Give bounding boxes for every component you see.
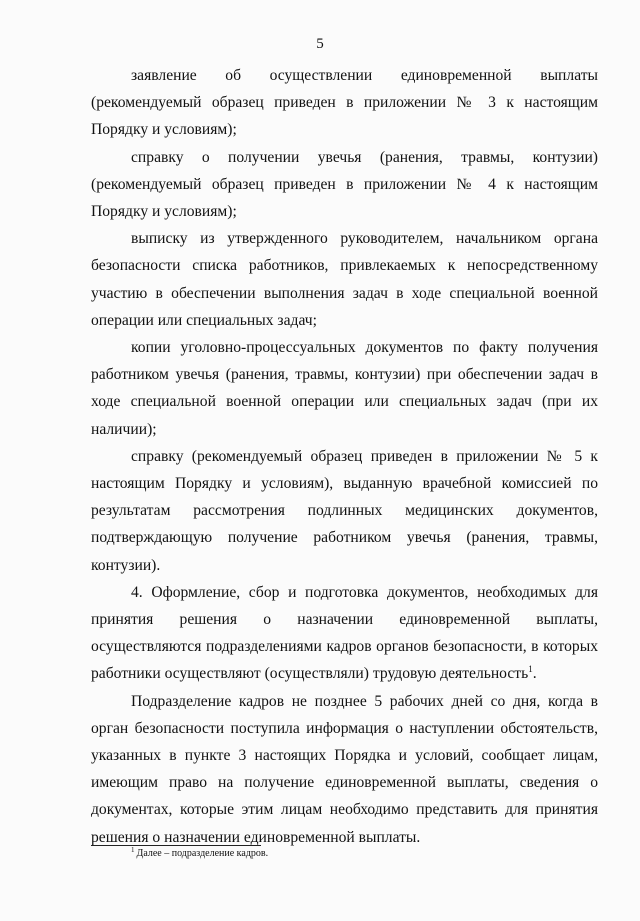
section-4-text: 4. Оформление, сбор и подготовка документов, необходимых для принятия решения о назначении единовременной выплаты, осуществляются подразделениями кадров органов безопасности, в которых работники осуществляют (осуществляли) трудовую деятельность: [91, 583, 598, 683]
footnote-text: Далее – подразделение кадров.: [136, 848, 269, 859]
list-item-injury-certificate: справку о получении увечья (ранения, травмы, контузии) (рекомендуемый образец приведен в приложении № 4 к настоящим Порядку и условиям);: [91, 148, 598, 221]
list-item-criminal-procedure-copies: копии уголовно-процессуальных документов по факту получения работником увечья (ранения, травмы, контузии) при обеспечении задач в ходе специальной военной операции или специальных задач (при их наличии);: [91, 339, 598, 438]
footnote-reference: 1: [528, 664, 533, 675]
list-item-staff-list-extract: выписку из утвержденного руководителем, начальником органа безопасности списка работников, привлекаемых к непосредственному участию в обеспечении выполнения задач в ходе специальной военной операции или специальных задач;: [91, 230, 598, 329]
footnote-mark: 1: [131, 845, 135, 854]
document-body: [91, 62, 598, 851]
personnel-division-paragraph: Подразделение кадров не позднее 5 рабочих дней со дня, когда в орган безопасности поступила информация о наступлении обстоятельств, указанных в пункте 3 настоящих Порядка и условий, сообщает лицам, имеющим право на получение единовременной выплаты, сведения о документах, которые этим лицам необходимо представить для принятия решения о назначении единовременной выплаты.: [91, 692, 598, 846]
page-number: 5: [316, 36, 324, 52]
section-4-paragraph: [91, 579, 598, 688]
footnote: [131, 847, 591, 861]
list-item-medical-commission-certificate: справку (рекомендуемый образец приведен в приложении № 5 к настоящим Порядку и условиям), выданную врачебной комиссией по результатам рассмотрения подлинных медицинских документов, подтверждающую получение работником увечья (ранения, травмы, контузии).: [91, 447, 598, 574]
section-4-ending: .: [532, 665, 537, 683]
list-item-application: заявление об осуществлении единовременной выплаты (рекомендуемый образец приведен в приложении № 3 к настоящим Порядку и условиям);: [91, 67, 598, 139]
footnote-divider: [91, 845, 261, 846]
